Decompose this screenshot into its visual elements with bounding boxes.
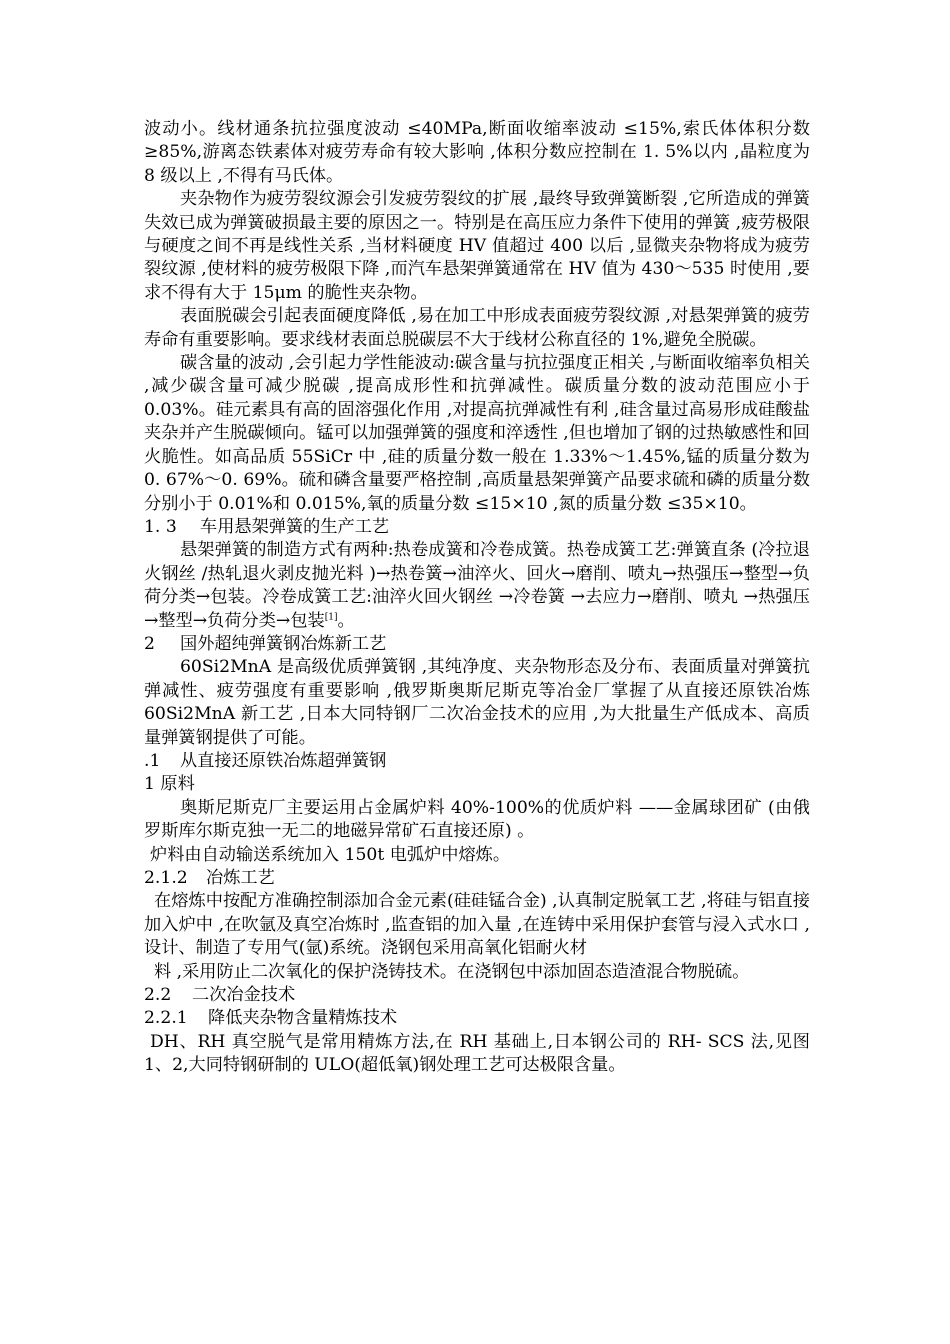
heading-2-title: 国外超纯弹簧钢冶炼新工艺: [180, 633, 387, 654]
heading-2-2: [144, 984, 810, 1007]
paragraph-inclusions: 夹杂物作为疲劳裂纹源会引发疲劳裂纹的扩展 ,最终导致弹簧断裂 ,它所造成的弹簧失效已成为弹簧破损最主要的原因之一。特别是在高压应力条件下使用的弹簧 ,疲劳极限与硬度之间不再是线性关系 ,当材料硬度 HV 值超过 400 以后 ,显微夹杂物将成为疲劳裂纹源 ,使材料的疲劳极限下降 ,而汽车悬架弹簧通常在 HV 值为 430～535 时使用 ,要求不得有大于 15μm 的脆性夹杂物。: [144, 189, 810, 303]
paragraph-production-process: [144, 539, 810, 633]
reference-mark: [1]: [324, 611, 338, 622]
paragraph-microstructure: 波动小。线材通条抗拉强度波动 ≤40MPa,断面收缩率波动 ≤15%,索氏体体积分数 ≥85%,游离态铁素体对疲劳寿命有较大影响 ,体积分数应控制在 1. 5%以内 ,晶粒度为 8 级以上 ,不得有马氏体。: [144, 119, 810, 186]
heading-1-3: [144, 516, 810, 539]
heading-2-2-1-title: 降低夹杂物含量精炼技术: [208, 1008, 398, 1029]
heading-2-1: [144, 750, 810, 773]
paragraph-refining: DH、RH 真空脱气是常用精炼方法,在 RH 基础上,日本钢公司的 RH- SCS 法,见图 1、2,大同特钢研制的 ULO(超低氧)钢处理工艺可达极限含量。: [144, 1031, 810, 1076]
paragraph-production-process-text: 悬架弹簧的制造方式有两种:热卷成簧和冷卷成簧。热卷成簧工艺:弹簧直条 (冷拉退火钢丝 /热轧退火剥皮抛光料 )→热卷簧→油淬火、回火→磨削、喷丸→热强压→整型→负荷分类→包装。冷卷成簧工艺:油淬火回火钢丝 →冷卷簧 →去应力→磨削、喷丸 →热强压→整型→负荷分类→包装: [144, 540, 810, 631]
heading-2: [144, 633, 810, 656]
heading-2-1-title: 从直接还原铁冶炼超弹簧钢: [180, 750, 387, 771]
heading-2-1-2-number: 2.1.2: [144, 868, 188, 888]
paragraph-charge-feeding: 炉料由自动输送系统加入 150t 电弧炉中熔炼。: [150, 844, 511, 865]
paragraph-decarburization: 表面脱碳会引起表面硬度降低 ,易在加工中形成表面疲劳裂纹源 ,对悬架弹簧的疲劳寿命有重要影响。要求线材表面总脱碳层不大于线材公称直径的 1%,避免全脱碳。: [144, 306, 810, 350]
paragraph-composition: 碳含量的波动 ,会引起力学性能波动:碳含量与抗拉强度正相关 ,与断面收缩率负相关 ,减少碳含量可减少脱碳 ,提高成形性和抗弹减性。碳质量分数的波动范围应小于 0.03%。硅元素具有高的固溶强化作用 ,对提高抗弹减性有利 ,硅含量过高易形成硅酸盐夹杂并产生脱碳倾向。锰可以加强弹簧的强度和淬透性 ,但也增加了钢的过热敏感性和回火脆性。如高品质 55SiCr 中 ,硅的质量分数一般在 1.33%～1.45%,锰的质量分数为 0. 67%～0. 69%。硫和磷含量要严格控制 ,高质量悬架弹簧产品要求硫和磷的质量分数分别小于 0.01%和 0.015%,氧的质量分数 ≤15×10 ,氮的质量分数 ≤35×10。: [144, 353, 810, 514]
document-body: [144, 118, 810, 1078]
heading-2-1-1: 1 原料: [144, 774, 195, 795]
heading-2-2-1-number: 2.2.1: [144, 1008, 188, 1029]
paragraph-smelting-process: 在熔炼中按配方准确控制添加合金元素(硅硅锰合金) ,认真制定脱氧工艺 ,将硅与铝直接加入炉中 ,在吹氩及真空冶炼时 ,监查铝的加入量 ,在连铸中采用保护套管与浸入式水口 ,设计、制造了专用气(氩)系统。浇钢包采用高氧化铝耐火材: [144, 891, 810, 959]
heading-2-2-title: 二次冶金技术: [192, 985, 296, 1006]
heading-1-3-number: 1. 3: [144, 516, 177, 537]
paragraph-ultra-pure-steel: 60Si2MnA 是高级优质弹簧钢 ,其纯净度、夹杂物形态及分布、表面质量对弹簧抗弹减性、疲劳强度有重要影响 ,俄罗斯奥斯尼斯克等冶金厂掌握了从直接还原铁冶炼 60Si2MnA 新工艺 ,日本大同特钢厂二次冶金技术的应用 ,为大批量生产低成本、高质量弹簧钢提供了可能。: [144, 657, 810, 748]
heading-2-1-number: .1: [144, 750, 161, 771]
paragraph-production-process-end: 。: [337, 610, 355, 631]
heading-1-3-title: 车用悬架弹簧的生产工艺: [200, 516, 390, 537]
heading-2-2-number: 2.2: [144, 985, 172, 1006]
heading-2-number: 2: [144, 633, 155, 654]
heading-2-1-2: [144, 867, 810, 890]
heading-2-1-2-title: 冶炼工艺: [206, 868, 275, 888]
paragraph-raw-materials: 奥斯尼斯克厂主要运用占金属炉料 40%-100%的优质炉料 ——金属球团矿 (由俄罗斯库尔斯克独一无二的地磁异常矿石直接还原) 。: [144, 797, 810, 842]
heading-2-2-1: [144, 1007, 810, 1030]
paragraph-smelting-process-cont: 料 ,采用防止二次氧化的保护浇铸技术。在浇钢包中添加固态造渣混合物脱硫。: [154, 961, 750, 982]
